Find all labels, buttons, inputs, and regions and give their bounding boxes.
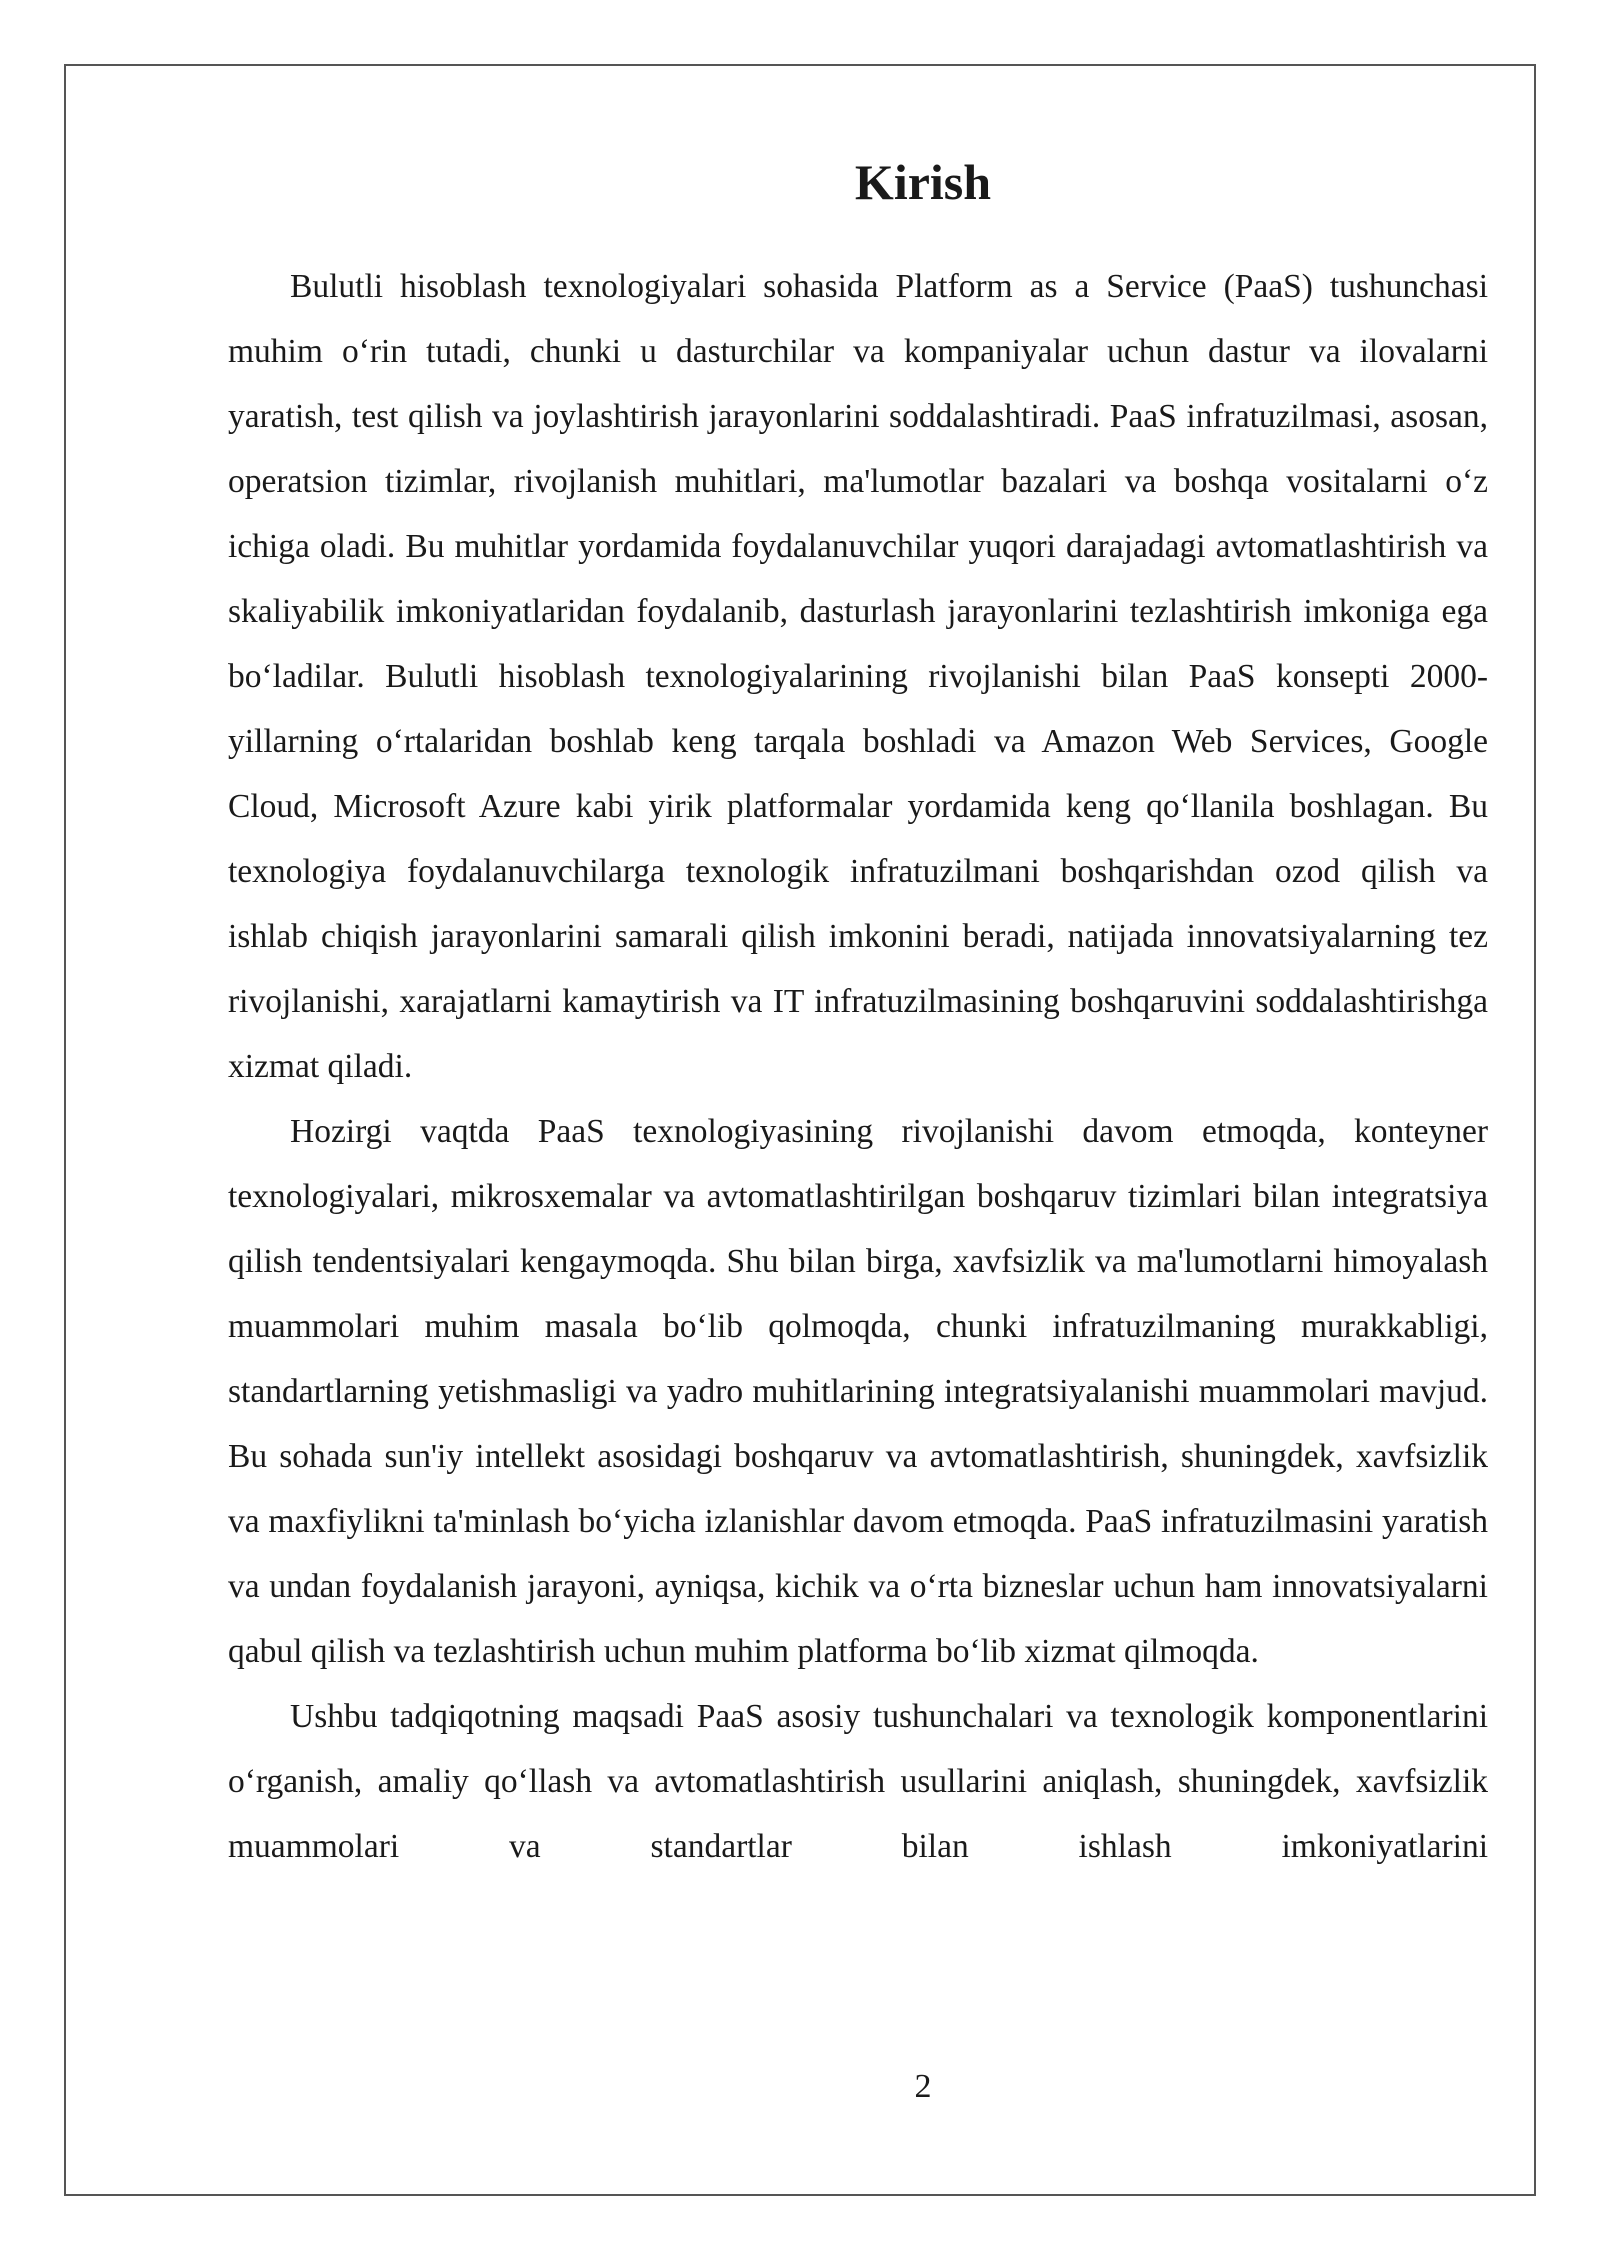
section-title: Kirish bbox=[854, 154, 992, 210]
paragraph-1: Bulutli hisoblash texnologiyalari sohasida Platform as a Service (PaaS) tushunchasi muhim o‘rin tutadi, chunki u dasturchilar va kompaniyalar uchun dastur va ilovalarni yaratish, test qilish va joylashtirish jarayonlarini soddalashtiradi. PaaS infratuzilmasi, asosan, operatsion tizimlar, rivojlanish muhitlari, ma'lumotlar bazalari va boshqa vositalarni o‘z ichiga oladi. Bu muhitlar yordamida foydalanuvchilar yuqori darajadagi avtomatlashtirish va skaliyabilik imkoniyatlaridan foydalanib, dasturlash jarayonlarini tezlashtirish imkoniga ega bo‘ladilar. Bulutli hisoblash texnologiyalarining rivojlanishi bilan PaaS konsepti 2000-yillarning o‘rtalaridan boshlab keng tarqala boshladi va Amazon Web Services, Google Cloud, Microsoft Azure kabi yirik platformalar yordamida keng qo‘llanila boshlagan. Bu texnologiya foydalanuvchilarga texnologik infratuzilmani boshqarishdan ozod qilish va ishlab chiqish jarayonlarini samarali qilish imkonini beradi, natijada innovatsiyalarning tez rivojlanishi, xarajatlarni kamaytirish va IT infratuzilmasining boshqaruvini soddalashtirishga xizmat qiladi. bbox=[228, 268, 1488, 1085]
paragraph-2: Hozirgi vaqtda PaaS texnologiyasining rivojlanishi davom etmoqda, konteyner texnologiyalari, mikrosxemalar va avtomatlashtirilgan boshqaruv tizimlari bilan integratsiya qilish tendentsiyalari kengaymoqda. Shu bilan birga, xavfsizlik va ma'lumotlarni himoyalash muammolari muhim masala bo‘lib qolmoqda, chunki infratuzilmaning murakkabligi, standartlarning yetishmasligi va yadro muhitlarining integratsiyalanishi muammolari mavjud. Bu sohada sun'iy intellekt asosidagi boshqaruv va avtomatlashtirish, shuningdek, xavfsizlik va maxfiylikni ta'minlash bo‘yicha izlanishlar davom etmoqda. PaaS infratuzilmasini yaratish va undan foydalanish jarayoni, ayniqsa, kichik va o‘rta bizneslar uchun ham innovatsiyalarni qabul qilish va tezlashtirish uchun muhim platforma bo‘lib xizmat qilmoqda. bbox=[228, 1113, 1488, 1670]
document-body bbox=[228, 150, 1488, 1879]
paragraph-3: Ushbu tadqiqotning maqsadi PaaS asosiy tushunchalari va texnologik komponentlarini o‘rganish, amaliy qo‘llash va avtomatlashtirish usullarini aniqlash, shuningdek, xavfsizlik muammolari va standartlar bilan ishlash imkoniyatlarini bbox=[228, 1698, 1488, 1865]
page-number: 2 bbox=[914, 2068, 932, 2105]
